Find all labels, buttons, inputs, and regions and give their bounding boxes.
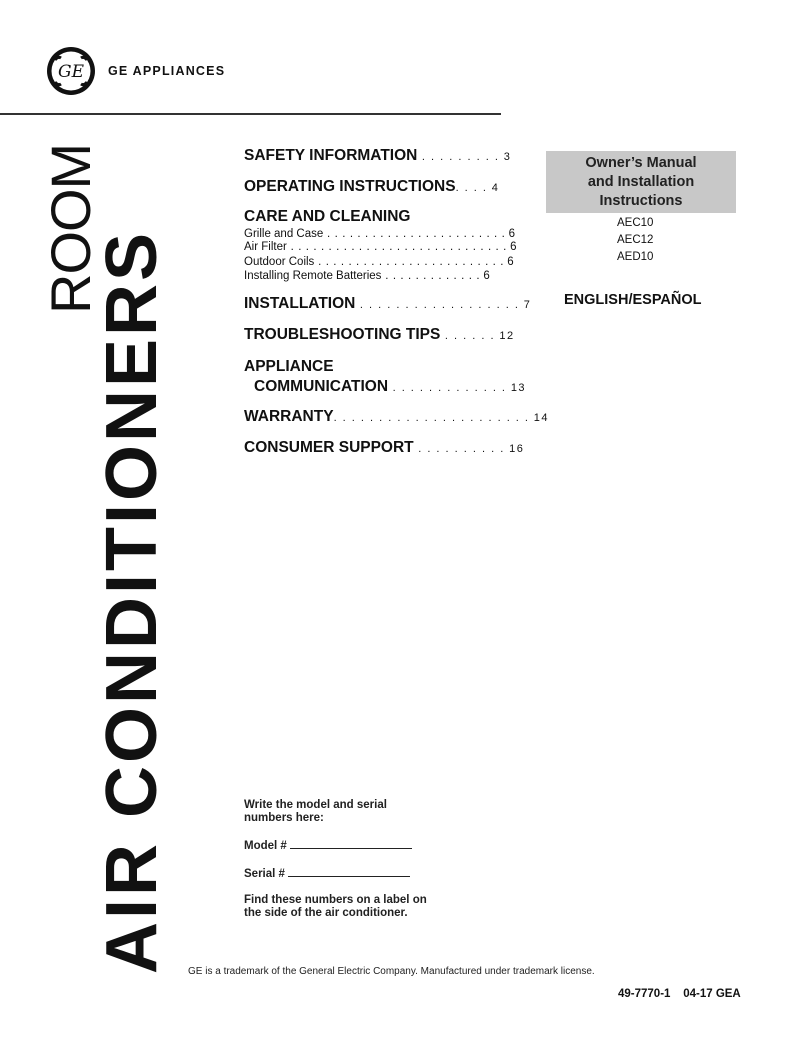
toc-page: 3 [503, 151, 512, 163]
manual-title-line2: and Installation [587, 174, 695, 190]
ge-logo-icon [46, 46, 96, 96]
header-divider [0, 113, 501, 115]
publication-number: 49-7770-1 04-17 GEA [618, 988, 741, 1000]
model-number: AEC10 [617, 217, 654, 229]
toc-entry-safety[interactable]: SAFETY INFORMATION . . . . . . . . . 3 [244, 147, 512, 164]
toc-entry-appliance-communication[interactable]: APPLIANCE COMMUNICATION . . . . . . . . . . . . . 13 [244, 358, 527, 395]
cover-title-air-conditioners: AIR CONDITIONERS [92, 229, 172, 974]
brand-name: GE APPLIANCES [108, 64, 226, 78]
cover-title-room: ROOM [39, 143, 102, 314]
toc-entry-operating[interactable]: OPERATING INSTRUCTIONS. . . . 4 [244, 178, 500, 195]
toc-entry-care-and-cleaning[interactable]: CARE AND CLEANING [244, 208, 411, 225]
owners-manual-box [546, 151, 736, 213]
logo-text: GE [58, 62, 84, 82]
toc-entry-consumer-support[interactable]: CONSUMER SUPPORT . . . . . . . . . . 16 [244, 439, 525, 456]
toc-entry-warranty[interactable]: WARRANTY. . . . . . . . . . . . . . . . . . . . . . 14 [244, 408, 550, 425]
model-list [617, 215, 653, 266]
language-label: ENGLISH/ESPAÑOL [564, 292, 702, 308]
toc-subentry-grille[interactable]: Grille and Case . . . . . . . . . . . . . . . . . . . . . . . . 6 [244, 228, 516, 240]
model-serial-record: Write the model and serial numbers here: Model # Serial # Find these numbers on a label on the side of the air conditioner. [244, 799, 427, 919]
model-number: AEC12 [617, 234, 654, 246]
manual-title-line3: Instructions [599, 193, 683, 209]
toc-subentry-outdoor-coils[interactable]: Outdoor Coils . . . . . . . . . . . . . . . . . . . . . . . . . 6 [244, 256, 514, 268]
model-field[interactable]: Model # [244, 838, 427, 853]
toc-subentry-remote-batteries[interactable]: Installing Remote Batteries . . . . . . . . . . . . . 6 [244, 270, 490, 282]
serial-field[interactable]: Serial # [244, 866, 427, 881]
toc-page: 4 [491, 182, 500, 194]
toc-entry-troubleshooting[interactable]: TROUBLESHOOTING TIPS . . . . . . 12 [244, 326, 515, 343]
toc-subentry-air-filter[interactable]: Air Filter . . . . . . . . . . . . . . . . . . . . . . . . . . . . . 6 [244, 241, 517, 253]
toc-entry-installation[interactable]: INSTALLATION . . . . . . . . . . . . . . . . . . 7 [244, 295, 532, 312]
manual-title-line1: Owner’s Manual [585, 155, 697, 171]
trademark-notice: GE is a trademark of the General Electric Company. Manufactured under trademark license. [188, 966, 595, 977]
model-number: AED10 [617, 251, 654, 263]
